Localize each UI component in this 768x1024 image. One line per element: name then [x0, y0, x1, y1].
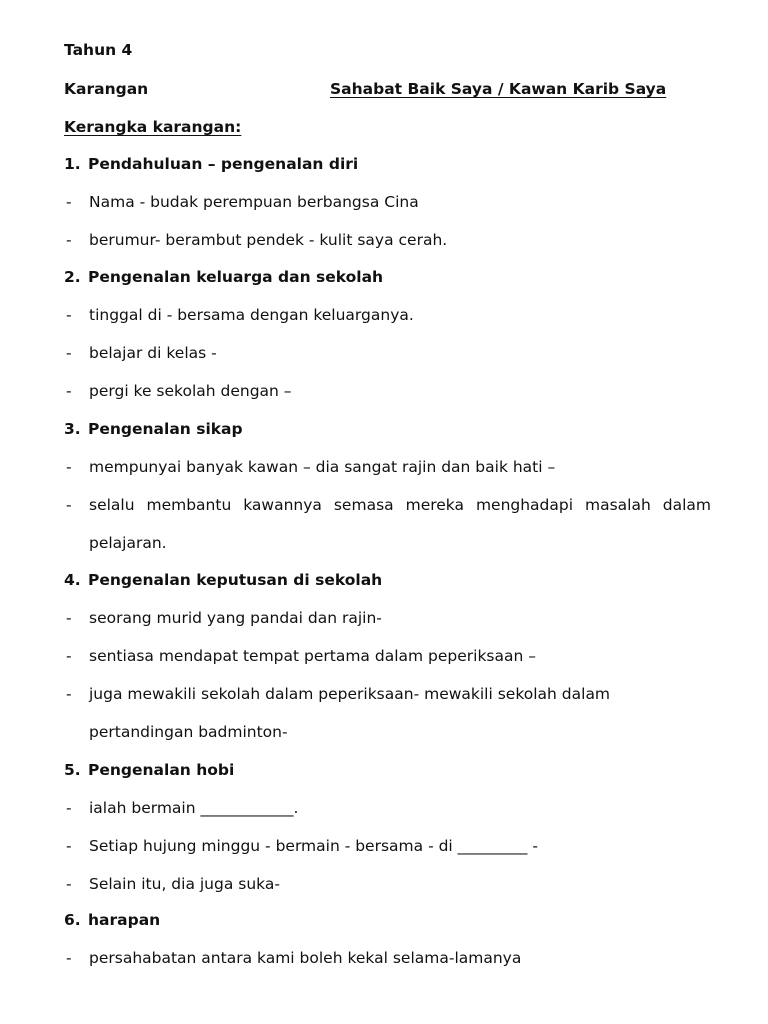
item-text: tinggal di - bersama dengan keluarganya.: [89, 306, 414, 324]
bullet-dash: -: [66, 496, 72, 514]
item-text: pertandingan badminton-: [89, 723, 288, 741]
item-text: ialah bermain ____________.: [89, 799, 299, 817]
item-text: Nama - budak perempuan berbangsa Cina: [89, 193, 419, 211]
bullet-dash: -: [66, 382, 72, 400]
word: mereka: [405, 496, 464, 514]
section-number: 1.: [64, 155, 81, 173]
item-text: belajar di kelas -: [89, 344, 217, 362]
item-text: sentiasa mendapat tempat pertama dalam peperiksaan –: [89, 647, 537, 665]
section-title: Pengenalan keluarga dan sekolah: [88, 268, 384, 286]
item-text: Selain itu, dia juga suka-: [89, 875, 280, 893]
essay-type-label: Karangan: [64, 80, 149, 98]
section-number: 2.: [64, 268, 81, 286]
section-title: Pengenalan sikap: [88, 420, 243, 438]
bullet-dash: -: [66, 949, 72, 967]
item-text: persahabatan antara kami boleh kekal selama-lamanya: [89, 949, 522, 967]
item-text: seorang murid yang pandai dan rajin-: [89, 609, 382, 627]
item-text: pergi ke sekolah dengan –: [89, 382, 292, 400]
bullet-dash: -: [66, 458, 72, 476]
year-label: Tahun 4: [64, 41, 133, 59]
bullet-dash: -: [66, 647, 72, 665]
item-text: berumur- berambut pendek - kulit saya cerah.: [89, 231, 448, 249]
bullet-dash: -: [66, 799, 72, 817]
bullet-dash: -: [66, 193, 72, 211]
word: dalam: [662, 496, 711, 514]
bullet-dash: -: [66, 609, 72, 627]
word: semasa: [333, 496, 394, 514]
bullet-dash: -: [66, 685, 72, 703]
bullet-dash: -: [66, 306, 72, 324]
item-text: pelajaran.: [89, 534, 167, 552]
bullet-dash: -: [66, 344, 72, 362]
section-number: 6.: [64, 911, 81, 929]
bullet-dash: -: [66, 875, 72, 893]
section-number: 4.: [64, 571, 81, 589]
section-title: Pengenalan keputusan di sekolah: [88, 571, 383, 589]
word: menghadapi: [475, 496, 574, 514]
word: masalah: [584, 496, 651, 514]
essay-title: Sahabat Baik Saya / Kawan Karib Saya: [330, 80, 667, 98]
item-text: Setiap hujung minggu - bermain - bersama - di _________ -: [89, 837, 538, 855]
bullet-dash: -: [66, 837, 72, 855]
section-number: 3.: [64, 420, 81, 438]
word: membantu: [146, 496, 232, 514]
section-title: Pendahuluan – pengenalan diri: [88, 155, 359, 173]
bullet-dash: -: [66, 231, 72, 249]
item-text: juga mewakili sekolah dalam peperiksaan- mewakili sekolah dalam: [89, 685, 611, 703]
item-text-justified: [89, 494, 711, 516]
item-text: mempunyai banyak kawan – dia sangat rajin dan baik hati –: [89, 458, 556, 476]
section-number: 5.: [64, 761, 81, 779]
section-title: harapan: [88, 911, 161, 929]
section-title: Pengenalan hobi: [88, 761, 235, 779]
outline-label: Kerangka karangan:: [64, 118, 242, 136]
word: selalu: [89, 496, 135, 514]
word: kawannya: [243, 496, 322, 514]
